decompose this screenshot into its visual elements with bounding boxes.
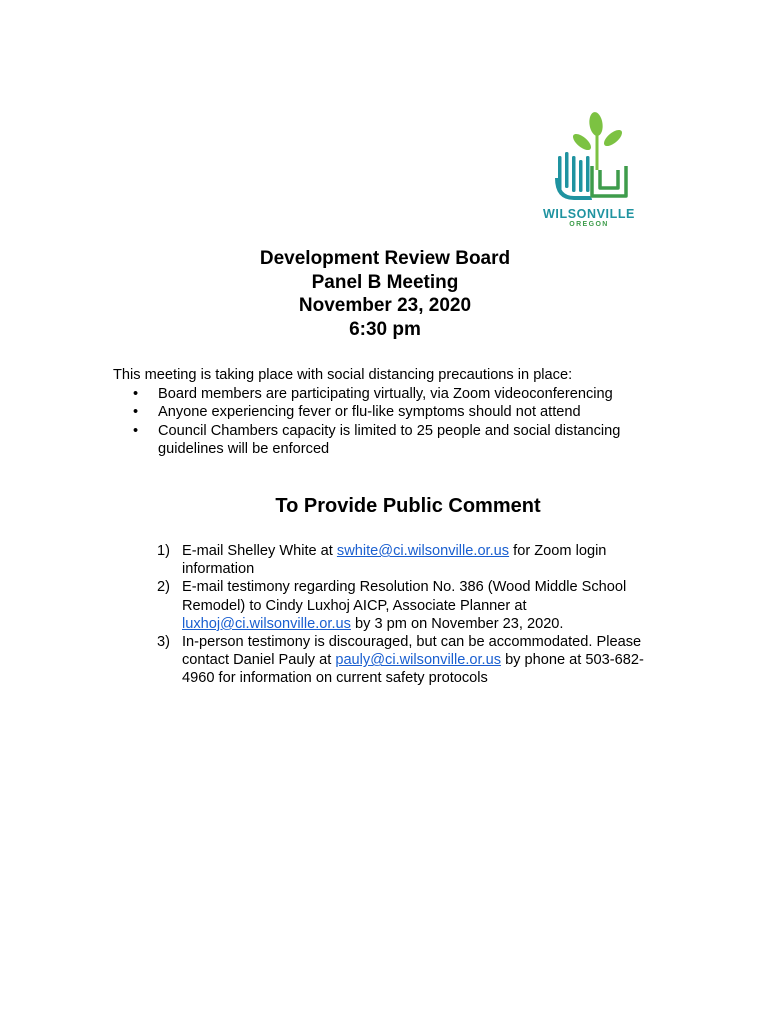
logo-emblem-icon [534, 104, 644, 204]
precaution-text: Council Chambers capacity is limited to 25 people and social distancing guidelines will be enforced [158, 422, 621, 458]
precautions-list [113, 385, 673, 459]
precautions-section [113, 366, 673, 459]
precaution-text: Board members are participating virtually, via Zoom videoconferencing [158, 385, 613, 402]
logo-city-text: WILSONVILLE [542, 207, 635, 221]
step-text-before: E-mail testimony regarding Resolution No. 386 (Wood Middle School Remodel) to Cindy Luxhoj AICP, Associate Planner at [182, 579, 627, 614]
email-link-swhite[interactable]: swhite@ci.wilsonville.or.us [336, 543, 510, 559]
step-number: 1) [157, 543, 170, 559]
list-item [157, 542, 657, 578]
step-text-after: for Zoom login information [182, 543, 607, 578]
public-comment-title: To Provide Public Comment [275, 495, 541, 517]
list-item [113, 385, 673, 404]
heading-time: 6:30 pm [349, 318, 421, 340]
document-heading [0, 247, 770, 341]
list-item [113, 422, 673, 459]
bullet-icon: • [133, 385, 139, 402]
step-text-before: E-mail Shelley White at [182, 543, 337, 559]
bullet-icon: • [133, 422, 139, 439]
list-item [157, 578, 657, 633]
heading-date: November 23, 2020 [298, 295, 472, 316]
email-link-luxhoj[interactable]: luxhoj@ci.wilsonville.or.us [182, 615, 351, 632]
steps-list [157, 542, 657, 688]
list-item [157, 633, 657, 688]
wilsonville-logo [534, 104, 644, 234]
precaution-text: Anyone experiencing fever or flu-like symptoms should not attend [158, 404, 581, 421]
heading-board-name: Development Review Board [259, 248, 511, 269]
step-number: 2) [157, 579, 170, 596]
email-link-pauly[interactable]: pauly@ci.wilsonville.or.us [335, 652, 502, 669]
public-comment-steps [157, 542, 657, 688]
list-item [113, 403, 673, 422]
step-text-before: In-person testimony is discouraged, but can be accommodated. Please contact Daniel Pauly at [182, 634, 642, 669]
step-number: 3) [157, 634, 170, 651]
bullet-icon: • [133, 404, 139, 421]
step-text-after: by 3 pm on November 23, 2020. [350, 615, 564, 632]
heading-panel: Panel B Meeting [311, 271, 459, 293]
precautions-lead: This meeting is taking place with social distancing precautions in place: [113, 367, 573, 383]
step-text-after: by phone at 503-682-4960 for information on current safety protocols [182, 652, 644, 687]
logo-state-text: OREGON [569, 221, 609, 228]
